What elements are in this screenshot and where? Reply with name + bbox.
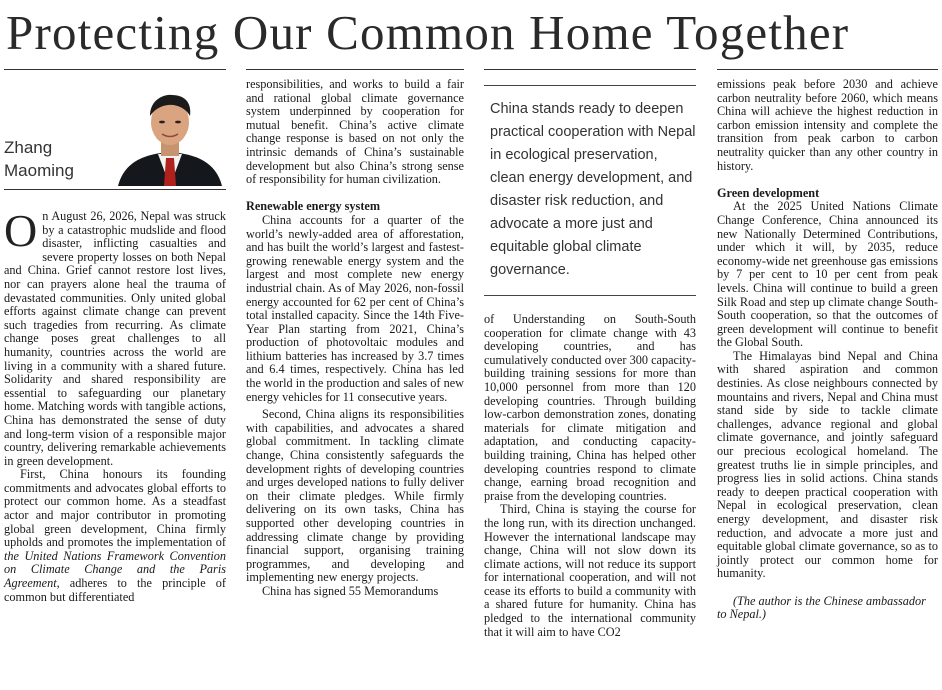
paragraph: First, China honours its founding commitments and advocates global efforts to protect our common home. As a steadfast actor and major contributor in promoting global green development, China firmly upholds and promotes the implementation of the United Nations Framework Convention on Climate Change and the Paris Agreement, adheres to the principle of common but differentiated bbox=[4, 467, 226, 604]
column-rule bbox=[717, 69, 938, 70]
paragraph: Second, China aligns its responsibilities with capabilities, and advocates a shared global commitment. In tackling climate change, China consistently safeguards the development rights of developing countries and urges developed nations to fully deliver on their climate pledges. While firmly delivering on its own tasks, China has supported other developing countries in addressing climate change by providing financial support, organising training programmes, and developing and implementing new energy projects. bbox=[246, 407, 464, 585]
pull-quote-text: China stands ready to deepen practical cooperation with Nepal in ecological preservation, clean energy development, and disaster risk reduction, and advocate a more just and equitable global climate governance. bbox=[490, 101, 696, 278]
author-note: (The author is the Chinese ambassador to Nepal.) bbox=[717, 593, 926, 622]
paragraph: At the 2025 United Nations Climate Change Conference, China announced its new Nationally Determined Contributions, under which it will, by 2035, reduce economy-wide net greenhouse gas emissions by 7 per cent to 10 per cent from peak levels. China will continue to build a green Silk Road and step up climate change South-South cooperation, so that the outcomes of green development will continue to benefit the Global South. bbox=[717, 199, 938, 350]
drop-cap: O bbox=[4, 205, 38, 256]
section-heading: Renewable energy system bbox=[246, 199, 381, 214]
paragraph: China accounts for a quarter of the world’s newly-added area of afforestation, and has built the world’s largest and fastest-growing renewable energy system and the largest and most complete new energy industrial chain. As of May 2026, non-fossil energy accounted for 62 per cent of China’s total installed capacity. Since the 14th Five-Year Plan starting from 2021, China’s production of photovoltaic modules and lithium batteries has increased by 3.7 times and 6.4 times, respectively. China has led the world in the production and sales of new energy vehicles for 11 consecutive years. bbox=[246, 212, 464, 404]
section-heading: Green development bbox=[717, 185, 820, 200]
column-4 bbox=[717, 78, 938, 622]
author-first-name: Zhang bbox=[4, 138, 53, 157]
column-3 bbox=[484, 313, 696, 639]
column-rule bbox=[4, 69, 226, 70]
author-photo bbox=[110, 86, 230, 186]
author-last-name: Maoming bbox=[4, 161, 74, 180]
paragraph: emissions peak before 2030 and achieve carbon neutrality before 2060, which means China will achieve the highest reduction in carbon emission intensity and complete the transition from peak carbon to carbon neutrality quicker than any other country in history. bbox=[717, 77, 938, 173]
column-1 bbox=[4, 205, 226, 604]
paragraph: Third, China is staying the course for the long run, with its direction unchanged. However the international landscape may change, China will not slow down its climate actions, will not reduce its support for international cooperation, and will not cease its efforts to build a community with a shared future for humanity. China has pledged to the international community that it will aim to have CO2 bbox=[484, 502, 696, 639]
paragraph: The Himalayas bind Nepal and China with shared aspiration and common destinies. As close neighbours connected by mountains and rivers, Nepal and China must stand side by side to tackle climate challenges, advance regional and global climate governance, and jointly safeguard our precious ecological homeland. The greatest truths lie in simple principles, and progress lies in solid actions. China stands ready to deepen practical cooperation with Nepal in ecological preservation, clean energy development, and disaster risk reduction, and advocate a more just and equitable global climate governance, so as to jointly protect our common home for humanity. bbox=[717, 348, 938, 581]
column-rule bbox=[484, 69, 696, 70]
paragraph: responsibilities, and works to build a fair and rational global climate governance system underpinned by cooperation for mutual benefit. China’s active climate change response is based on not only the intrinsic demands of China’s sustainable development but also China’s strong sense of responsibility for human civilization. bbox=[246, 77, 464, 187]
pull-quote bbox=[484, 85, 696, 296]
author-name bbox=[4, 136, 74, 182]
divider bbox=[4, 189, 226, 190]
paragraph: of Understanding on South-South cooperation for climate change with 43 developing countries, and has cumulatively conducted over 300 capacity-building training sessions for more than 10,000 personnel from more than 120 developing countries. Through building low-carbon demonstration zones, donating materials for climate mitigation and adaptation, and conducting capacity-building training, China has helped other developing countries respond to climate change, earning broad recognition and praise from the developing countries. bbox=[484, 312, 696, 503]
paragraph: China has signed 55 Memorandums bbox=[262, 583, 439, 598]
column-rule bbox=[246, 69, 464, 70]
column-2 bbox=[246, 78, 464, 599]
paragraph: On August 26, 2026, Nepal was struck by a catastrophic mudslide and flood disaster, inflicting casualties and severe property losses on both Nepal and China. Grief cannot restore lost lives, nor can prayers alone heal the trauma of devastated communities. Only united global efforts against climate change can prevent such tragedies from recurring. As climate change poses great challenges to all humanity, countries across the world are living in a community with a shared future. Solidarity and shared responsibility are essential to safeguarding our planetary home. Matching words with tangible actions, China has demonstrated the sense of duty and long-term vision of a responsible major country, delivering remarkable achievements in green development. bbox=[4, 205, 226, 468]
headline: Protecting Our Common Home Together bbox=[6, 5, 850, 60]
